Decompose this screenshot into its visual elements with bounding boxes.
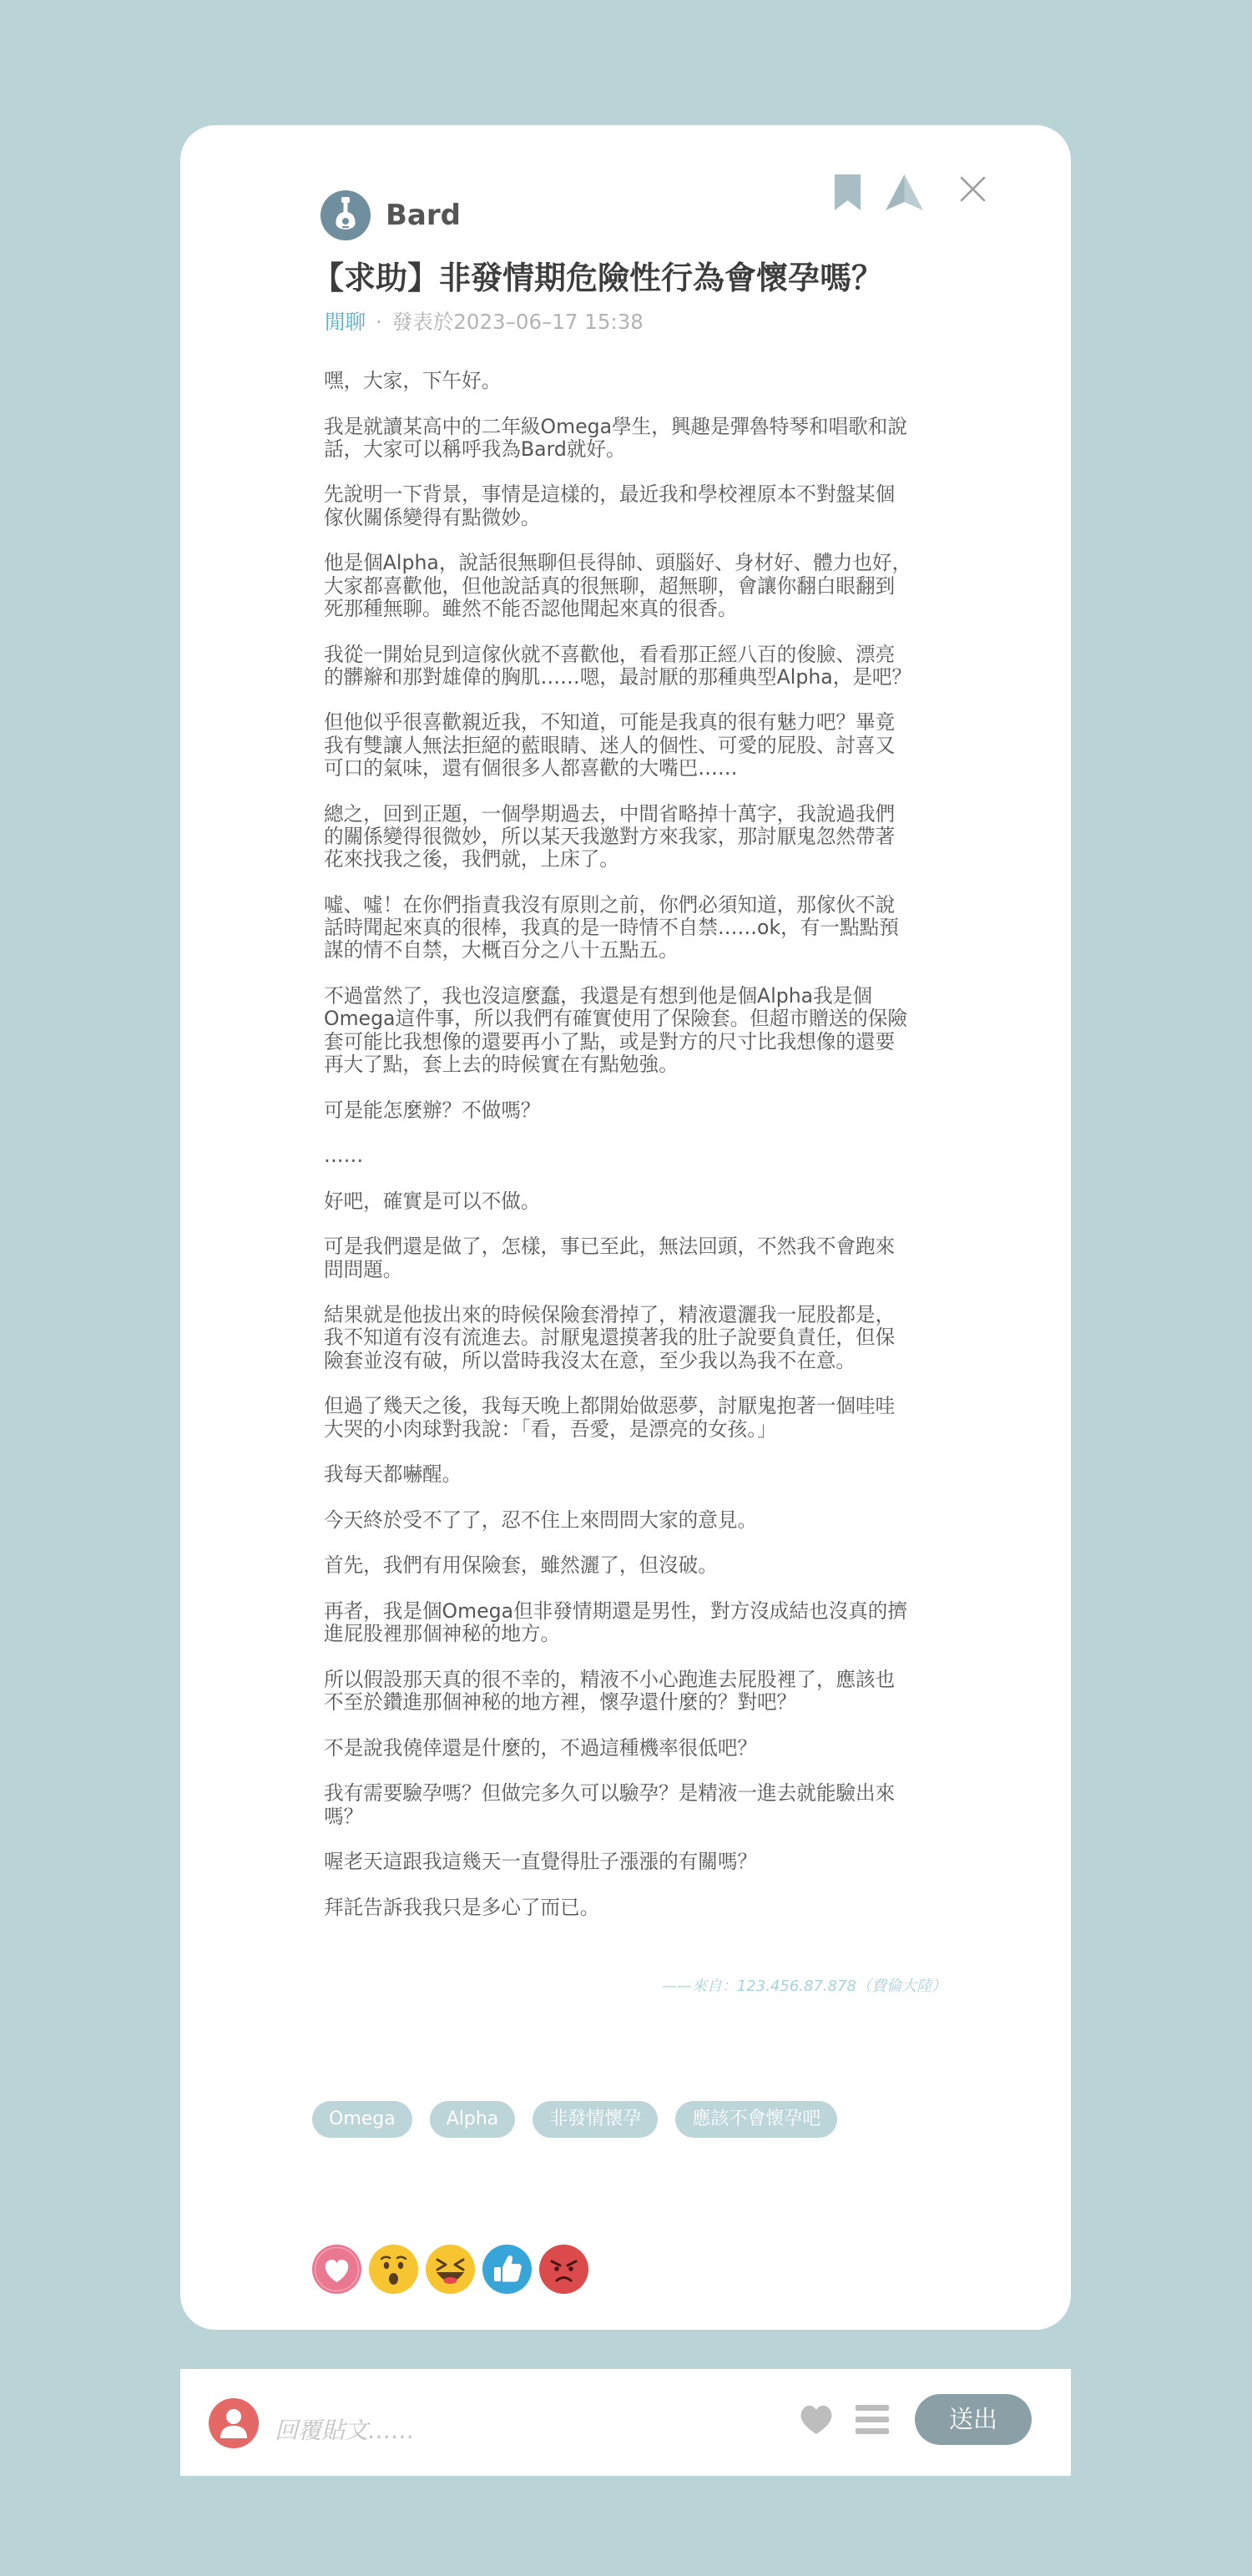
body-line: 不至於鑽進那個神秘的地方裡，懷孕還什麼的？對吧？ (324, 1690, 797, 1715)
heart-icon[interactable] (799, 2403, 834, 2435)
body-paragraph (324, 1395, 911, 1441)
body-line: 可是能怎麼辦？不做嗎？ (324, 1098, 541, 1122)
body-line: 我不知道有沒有流進去。討厭鬼還摸著我的肚子說要負責任，但保 (324, 1326, 896, 1350)
angry-face-icon[interactable] (539, 2245, 588, 2294)
post-card (180, 125, 1071, 2330)
submit-button[interactable]: 送出 (915, 2394, 1032, 2445)
tag-list (312, 2101, 837, 2138)
body-paragraph (324, 1509, 911, 1532)
body-paragraph (324, 1782, 911, 1828)
body-line: 嘿，大家，下午好。 (324, 369, 502, 392)
body-paragraph (324, 1897, 911, 1919)
body-line: 我是就讀某高中的二年級Omega學生，興趣是彈魯特琴和唱歌和說 (324, 414, 907, 438)
body-paragraph (324, 985, 911, 1076)
body-line: 我每天都嚇醒。 (324, 1462, 462, 1487)
tag-probably-not-pregnant[interactable]: 應該不會懷孕吧 (675, 2101, 837, 2138)
tag-alpha[interactable]: Alpha (430, 2101, 516, 2138)
category-link[interactable]: 閒聊 (325, 310, 366, 334)
reply-input[interactable] (275, 2405, 775, 2455)
heart-reaction-icon[interactable] (312, 2245, 361, 2294)
body-line: 險套並沒有破，所以當時我沒太在意，至少我以為我不在意。 (324, 1348, 856, 1372)
body-line: 但過了幾天之後，我每天晚上都開始做惡夢，討厭鬼抱著一個哇哇 (324, 1394, 896, 1418)
body-paragraph (324, 1304, 911, 1372)
body-line: 不過當然了，我也沒這麼蠢，我還是有想到他是個Alpha我是個 (324, 984, 872, 1008)
body-line: 他是個Alpha，說話很無聊但長得帥、頭腦好、身材好、體力也好， (324, 551, 912, 575)
author-name[interactable]: Bard (386, 199, 461, 232)
body-line: 問問題。 (324, 1257, 403, 1281)
reply-bar (180, 2369, 1071, 2476)
laughing-face-icon[interactable] (426, 2245, 475, 2294)
body-line: 謀的情不自禁，大概百分之八十五點五。 (324, 938, 679, 962)
body-line: 不是說我僥倖還是什麼的，不過這種機率很低吧？ (324, 1735, 758, 1760)
body-line: 再大了點，套上去的時候實在有點勉強。 (324, 1052, 679, 1076)
send-icon[interactable] (886, 174, 923, 210)
body-paragraph (324, 1099, 911, 1122)
post-body (324, 370, 911, 1942)
post-title: 【求助】非發情期危險性行為會懷孕嗎？ (312, 260, 884, 296)
body-line: 但他似乎很喜歡親近我，不知道，可能是我真的很有魅力吧？畢竟 (324, 710, 896, 735)
reaction-bar (312, 2245, 588, 2294)
lute-icon (321, 190, 371, 240)
post-meta (325, 309, 644, 336)
body-line: 好吧，確實是可以不做。 (324, 1189, 541, 1213)
body-line: …… (324, 1144, 364, 1168)
body-line: 噓、噓！在你們指責我沒有原則之前，你們必須知道，那傢伙不說 (324, 892, 896, 917)
body-line: Omega這件事，所以我們有確實使用了保險套。但超市贈送的保險 (324, 1007, 907, 1031)
post-signature: ——來自：123.456.87.878（費倫大陸） (661, 1977, 947, 1995)
body-line: 嗎？ (324, 1804, 364, 1828)
body-line: 今天終於受不了了，忍不住上來問問大家的意見。 (324, 1508, 758, 1532)
body-line: 話時聞起來真的很棒，我真的是一時情不自禁……ok，有一點點預 (324, 916, 899, 940)
body-line: 我有雙讓人無法拒絕的藍眼睛、迷人的個性、可愛的屁股、討喜又 (324, 733, 896, 757)
body-paragraph (324, 1235, 911, 1281)
body-paragraph (324, 483, 911, 529)
body-line: 總之，回到正題，一個學期過去，中間省略掉十萬字，我說過我們 (324, 801, 896, 826)
body-line: 所以假設那天真的很不幸的，精液不小心跑進去屁股裡了，應該也 (324, 1667, 896, 1691)
body-paragraph (324, 1463, 911, 1486)
body-paragraph (324, 552, 911, 620)
body-paragraph (324, 894, 911, 962)
user-avatar-icon[interactable] (209, 2398, 259, 2448)
body-line: 死那種無聊。雖然不能否認他聞起來真的很香。 (324, 596, 738, 620)
body-paragraph (324, 711, 911, 780)
body-paragraph (324, 1851, 911, 1873)
body-line: 可口的氣味，還有個很多人都喜歡的大嘴巴…… (324, 756, 738, 780)
surprised-face-icon[interactable] (369, 2245, 418, 2294)
body-line: 的關係變得很微妙，所以某天我邀對方來我家，那討厭鬼忽然帶著 (324, 824, 896, 848)
body-paragraph (324, 416, 911, 462)
body-paragraph (324, 1737, 911, 1760)
body-line: 的髒辮和那對雄偉的胸肌……嗯，最討厭的那種典型Alpha，是吧？ (324, 664, 912, 689)
body-line: 傢伙關係變得有點微妙。 (324, 505, 541, 529)
body-paragraph (324, 1669, 911, 1715)
body-paragraph (324, 1190, 911, 1213)
body-line: 話，大家可以稱呼我為Bard就好。 (324, 437, 626, 461)
bookmark-icon[interactable] (835, 174, 861, 210)
menu-icon[interactable] (856, 2405, 889, 2434)
body-line: 可是我們還是做了，怎樣，事已至此，無法回頭，不然我不會跑來 (324, 1235, 896, 1259)
author-avatar[interactable] (321, 190, 371, 240)
close-icon[interactable] (960, 176, 986, 202)
body-line: 先說明一下背景，事情是這樣的，最近我和學校裡原本不對盤某個 (324, 482, 896, 507)
tag-omega[interactable]: Omega (312, 2101, 412, 2138)
body-line: 我從一開始見到這傢伙就不喜歡他，看看那正經八百的俊臉、漂亮 (324, 642, 896, 666)
post-timestamp: 發表於2023–06–17 15:38 (391, 310, 644, 334)
body-line: 我有需要驗孕嗎？但做完多久可以驗孕？是精液一進去就能驗出來 (324, 1781, 896, 1806)
meta-separator: · (376, 310, 382, 334)
body-line: 大哭的小肉球對我說：「看，吾愛，是漂亮的女孩。」 (324, 1417, 777, 1441)
body-paragraph (324, 803, 911, 871)
body-paragraph (324, 1554, 911, 1577)
body-line: 大家都喜歡他，但他說話真的很無聊，超無聊，會讓你翻白眼翻到 (324, 573, 896, 598)
body-line: 套可能比我想像的還要再小了點，或是對方的尺寸比我想像的還要 (324, 1029, 896, 1053)
body-line: 拜託告訴我我只是多心了而已。 (324, 1895, 600, 1919)
tag-non-heat-pregnancy[interactable]: 非發情懷孕 (533, 2101, 658, 2138)
body-line: 進屁股裡那個神秘的地方。 (324, 1622, 561, 1646)
thumbs-up-icon[interactable] (482, 2245, 532, 2294)
body-line: 喔老天這跟我這幾天一直覺得肚子漲漲的有關嗎？ (324, 1850, 758, 1874)
body-paragraph (324, 370, 911, 392)
body-paragraph (324, 1144, 911, 1167)
body-line: 首先，我們有用保險套，雖然灑了，但沒破。 (324, 1553, 718, 1578)
body-paragraph (324, 644, 911, 689)
body-line: 結果就是他拔出來的時候保險套滑掉了，精液還灑我一屁股都是， (324, 1303, 896, 1327)
body-line: 花來找我之後，我們就，上床了。 (324, 847, 619, 871)
body-line: 再者，我是個Omega但非發情期還是男性，對方沒成結也沒真的擠 (324, 1599, 907, 1624)
body-paragraph (324, 1600, 911, 1646)
